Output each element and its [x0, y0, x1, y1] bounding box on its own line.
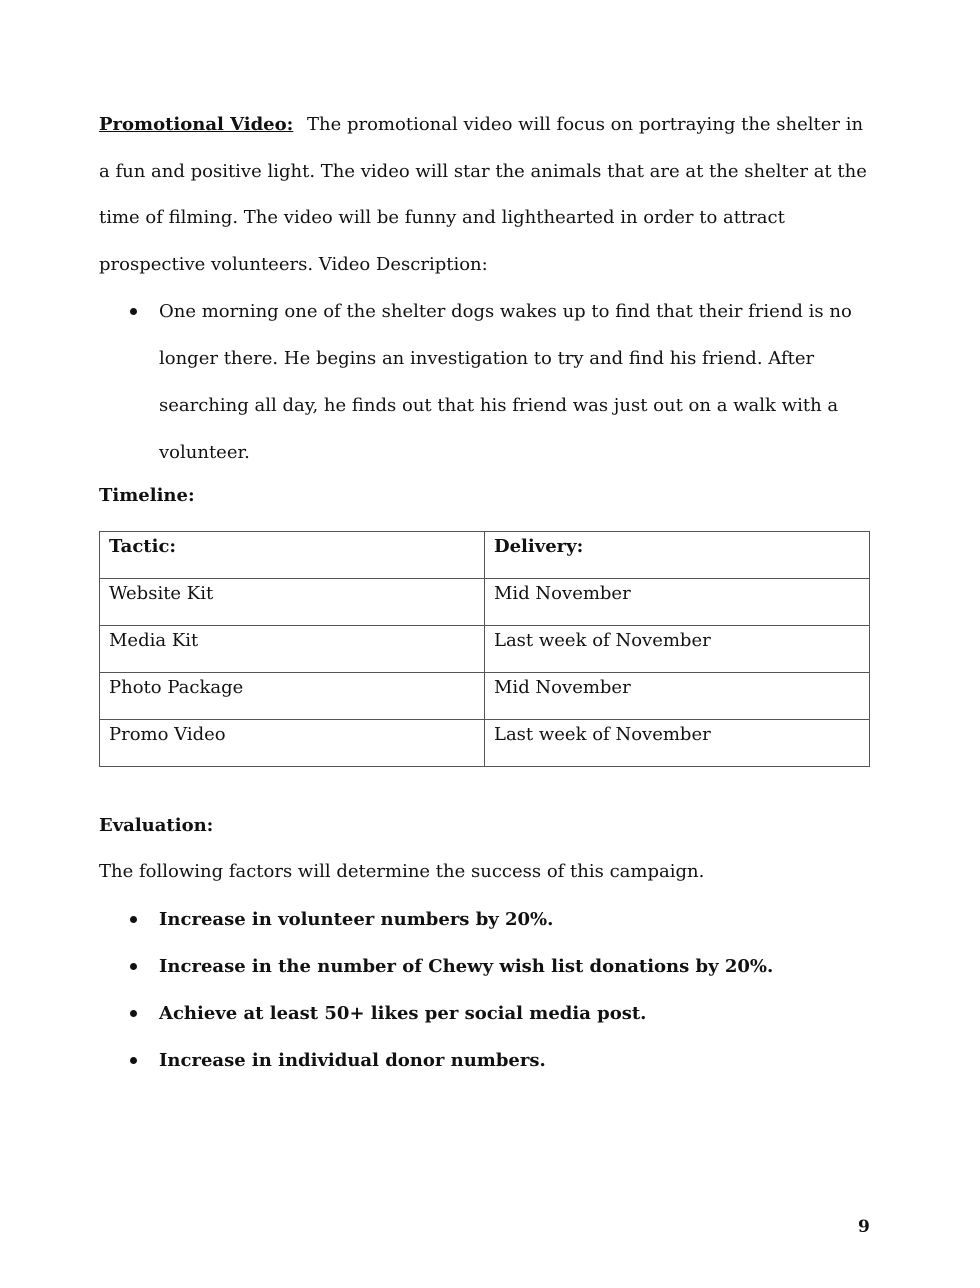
timeline-table — [99, 531, 870, 767]
cell-delivery: Mid November — [485, 579, 870, 626]
evaluation-intro: The following factors will determine the success of this campaign. — [99, 861, 705, 882]
table-row — [100, 626, 870, 673]
video-description-list — [99, 288, 879, 476]
page-number: 9 — [858, 1217, 870, 1237]
cell-delivery: Last week of November — [485, 626, 870, 673]
table-row — [100, 720, 870, 767]
list-item: Increase in the number of Chewy wish list donations by 20%. — [99, 943, 879, 990]
cell-tactic: Media Kit — [100, 626, 485, 673]
header-delivery: Delivery: — [485, 532, 870, 579]
list-item: One morning one of the shelter dogs wakes up to find that their friend is no longer there. He begins an investigation to try and find his friend. After searching all day, he finds out that his friend was just out on a walk with a volunteer. — [99, 288, 879, 476]
table-row — [100, 673, 870, 720]
timeline-heading: Timeline: — [99, 485, 195, 506]
evaluation-heading: Evaluation: — [99, 815, 214, 836]
evaluation-list — [99, 896, 879, 1084]
cell-delivery: Last week of November — [485, 720, 870, 767]
cell-tactic: Promo Video — [100, 720, 485, 767]
promo-paragraph — [99, 102, 879, 288]
list-item: Increase in volunteer numbers by 20%. — [99, 896, 879, 943]
table-header-row — [100, 532, 870, 579]
cell-tactic: Photo Package — [100, 673, 485, 720]
list-item: Achieve at least 50+ likes per social media post. — [99, 990, 879, 1037]
header-tactic: Tactic: — [100, 532, 485, 579]
table-row — [100, 579, 870, 626]
promo-text: The promotional video will focus on portraying the shelter in a fun and positive light. The video will star the animals that are at the shelter at the time of filming. The video will be funny and lighthearted in order to attract prospective volunteers. Video Description: — [99, 114, 867, 275]
promo-lead: Promotional Video: — [99, 114, 294, 135]
cell-delivery: Mid November — [485, 673, 870, 720]
cell-tactic: Website Kit — [100, 579, 485, 626]
list-item: Increase in individual donor numbers. — [99, 1037, 879, 1084]
